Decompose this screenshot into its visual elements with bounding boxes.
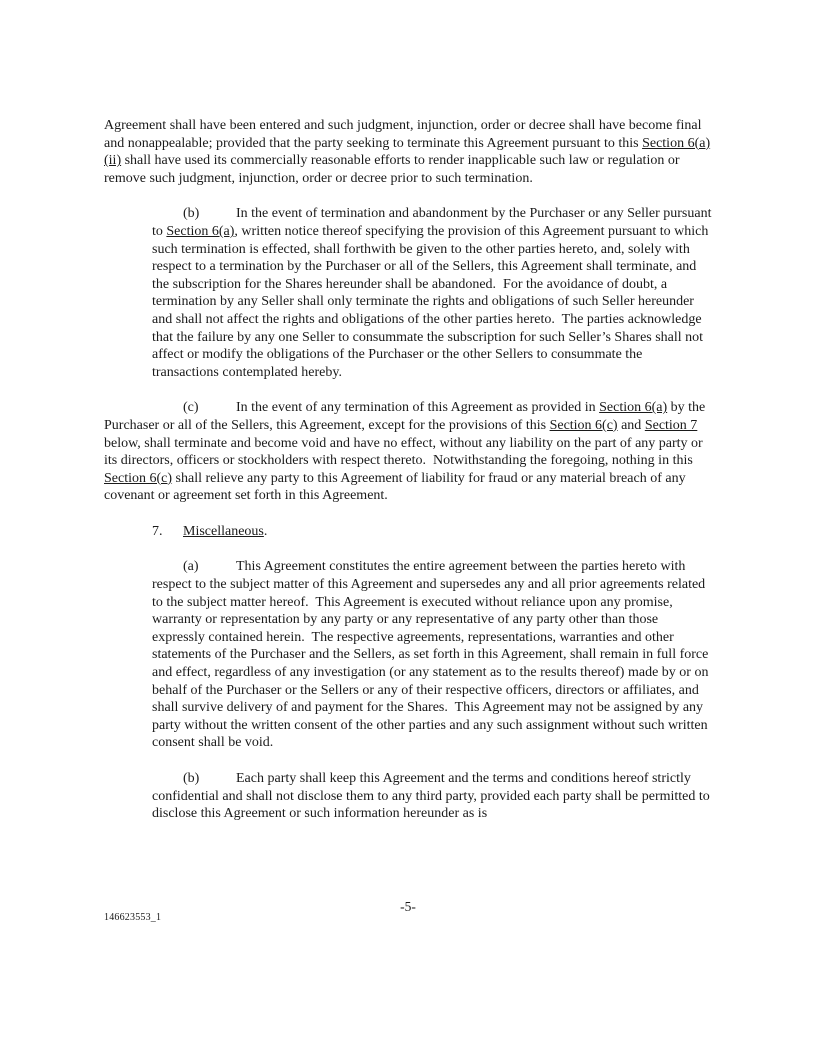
paragraph-label: (c) (183, 400, 199, 416)
paragraph-label: (a) (183, 559, 199, 575)
text-run: and (617, 417, 645, 433)
paragraph-7a (152, 558, 712, 752)
text-run: by the Purchaser or all of the Sellers, this Agreement, except for the provisions of this (104, 400, 709, 433)
text-run: below, shall terminate and become void and have no effect, without any liability on the part of any party or its directors, officers or stockholders with respect thereto. Notwithstanding the foregoing, nothing in this (104, 417, 707, 469)
text-run: Agreement shall have been entered and such judgment, injunction, order or decree shall have become final and nonappealable; provided that the party seeking to terminate this Agreement pursuant to this (104, 118, 705, 151)
text-run: This Agreement constitutes the entire agreement between the parties hereto with respect to the subject matter of this Agreement and supersedes any and all prior agreements related to the subject matter hereof. This Agreement is executed without reliance upon any promise, warranty or representation by any party or any representative of any party other than those expressly contained herein. The respective agreements, representations, warranties and other statements of the Purchaser and the Sellers, as set forth in this Agreement, shall remain in full force and effect, regardless of any investigation (or any statement as to the results thereof) made by or on behalf of the Purchaser or the Sellers or any of their respective officers, directors or affiliates, and shall survive delivery of and payment for the Shares. This Agreement may not be assigned by any party without the written consent of the other parties and any such assignment without such written consent shall be void. (152, 559, 712, 751)
section-reference: Section 6(c) (104, 470, 173, 486)
paragraph-label: (b) (183, 771, 200, 786)
section-reference: Section 6(c) (549, 417, 618, 433)
paragraph-6b (152, 205, 715, 381)
text-run: In the event of termination and abandonment by the Purchaser or any Seller pursuant to (152, 206, 715, 239)
page-number: -5- (400, 899, 416, 914)
section-reference: Section 7 (644, 417, 698, 433)
section-7-heading (152, 523, 712, 541)
paragraph-label: 7. (152, 523, 163, 539)
text-run: . (263, 523, 268, 539)
paragraph-6c (104, 399, 712, 505)
document-id-stamp: 146623553_1 (104, 912, 162, 923)
text-run: shall have used its commercially reasonable efforts to render inapplicable such law or regulation or remove such judgment, injunction, order or decree prior to such termination. (104, 153, 683, 186)
text-run: Each party shall keep this Agreement and the terms and conditions hereof strictly confidential and shall not disclose them to any third party, provided each party shall be permitted to disclose this Agreement or such information hereunder as is (152, 771, 714, 822)
text-run: , written notice thereof specifying the provision of this Agreement pursuant to which such termination is effected, shall forthwith be given to the other parties hereto, and, solely with respect to a termination by the Purchaser or all of the Sellers, this Agreement shall terminate, and the subscription for the Shares hereunder shall be abandoned. For the avoidance of doubt, a termination by any Seller shall only terminate the rights and obligations of such Seller hereunder and shall not affect the rights and obligations of the other parties hereto. The parties acknowledge that the failure by any one Seller to consummate the subscription for such Seller’s Shares shall not affect or modify the obligations of the Purchaser or the other Sellers to consummate the transactions contemplated hereby. (152, 223, 712, 380)
section-reference: Section 6(a) (166, 223, 235, 239)
section-reference: Miscellaneous (183, 523, 264, 539)
paragraph-7b (152, 770, 712, 823)
opening-continuation-paragraph (104, 117, 712, 187)
text-run: In the event of any termination of this Agreement as provided in (236, 400, 600, 416)
section-reference: Section 6(a)(ii) (104, 135, 711, 169)
section-reference: Section 6(a) (599, 400, 668, 416)
document-body (104, 117, 715, 841)
paragraph-label: (b) (183, 206, 200, 222)
text-run: shall relieve any party to this Agreement of liability for fraud or any material breach of any covenant or agreement set forth in this Agreement. (104, 470, 690, 504)
